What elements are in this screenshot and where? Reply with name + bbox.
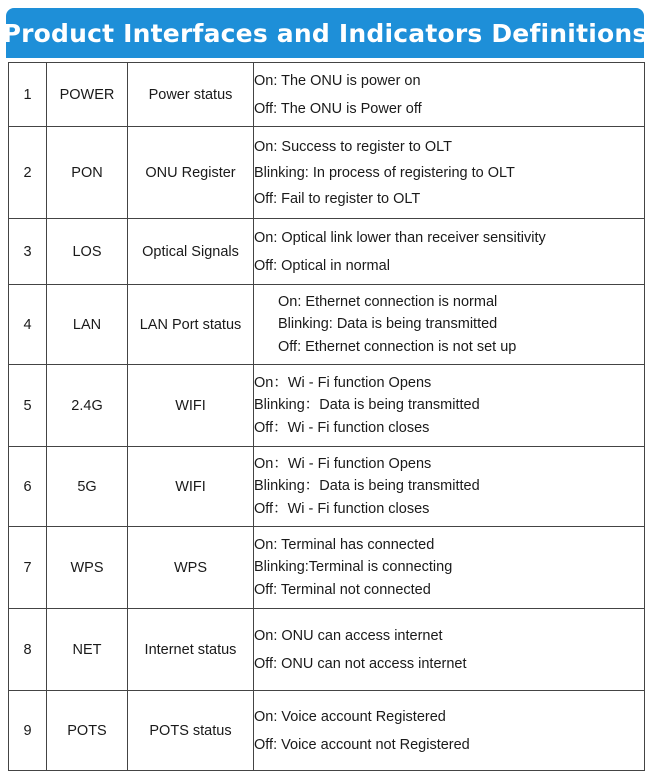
indicator-function: WIFI: [128, 365, 254, 447]
indicator-definitions-table: [8, 62, 645, 771]
indicator-function: LAN Port status: [128, 285, 254, 365]
state-line: On：Wi - Fi function Opens: [254, 455, 432, 472]
indicator-states: [254, 527, 645, 609]
indicator-name: POTS: [47, 691, 128, 771]
indicator-name: PON: [47, 127, 128, 219]
table-row: [9, 365, 645, 447]
state-line: On: Terminal has connected: [254, 536, 435, 553]
indicator-states: [254, 691, 645, 771]
state-line: On：Wi - Fi function Opens: [254, 374, 432, 391]
indicator-function: Optical Signals: [128, 219, 254, 285]
indicator-states: [254, 127, 645, 219]
state-line: On: Success to register to OLT: [254, 138, 452, 155]
table-row: [9, 285, 645, 365]
table-row: [9, 219, 645, 285]
page-title: Product Interfaces and Indicators Definitions: [2, 18, 648, 48]
state-line: On: ONU can access internet: [254, 627, 443, 644]
indicator-states: [254, 609, 645, 691]
state-line: Blinking: In process of registering to OLT: [254, 164, 515, 181]
table-row: [9, 63, 645, 127]
indicator-name: 2.4G: [47, 365, 128, 447]
state-line: Blinking：Data is being transmitted: [254, 397, 480, 414]
indicator-name: LAN: [47, 285, 128, 365]
indicator-name: NET: [47, 609, 128, 691]
state-line: Blinking:Terminal is connecting: [254, 559, 453, 576]
state-line: Off: Ethernet connection is not set up: [278, 338, 517, 355]
row-number: 3: [9, 219, 47, 285]
title-banner: [2, 8, 648, 58]
state-line: Off: ONU can not access internet: [254, 655, 467, 672]
state-line: Off: Terminal not connected: [254, 581, 431, 598]
state-line: Off：Wi - Fi function closes: [254, 500, 430, 517]
indicator-function: POTS status: [128, 691, 254, 771]
state-line: On: Ethernet connection is normal: [278, 293, 498, 310]
row-number: 7: [9, 527, 47, 609]
indicator-function: WPS: [128, 527, 254, 609]
state-line: Blinking：Data is being transmitted: [254, 478, 480, 495]
table-row: [9, 127, 645, 219]
indicator-states: [254, 365, 645, 447]
indicator-name: WPS: [47, 527, 128, 609]
state-line: On: Voice account Registered: [254, 708, 446, 725]
row-number: 1: [9, 63, 47, 127]
indicator-name: 5G: [47, 447, 128, 527]
row-number: 2: [9, 127, 47, 219]
indicator-function: WIFI: [128, 447, 254, 527]
state-line: Off: Voice account not Registered: [254, 736, 470, 753]
row-number: 4: [9, 285, 47, 365]
state-line: Blinking: Data is being transmitted: [278, 316, 498, 333]
state-line: Off：Wi - Fi function closes: [254, 419, 430, 436]
indicator-name: POWER: [47, 63, 128, 127]
table-row: [9, 609, 645, 691]
table-row: [9, 691, 645, 771]
indicator-function: Internet status: [128, 609, 254, 691]
indicator-states: [254, 285, 645, 365]
row-number: 8: [9, 609, 47, 691]
row-number: 9: [9, 691, 47, 771]
indicator-states: [254, 447, 645, 527]
row-number: 5: [9, 365, 47, 447]
state-line: On: The ONU is power on: [254, 72, 421, 89]
indicator-name: LOS: [47, 219, 128, 285]
state-line: Off: Fail to register to OLT: [254, 190, 421, 207]
indicator-states: [254, 219, 645, 285]
row-number: 6: [9, 447, 47, 527]
indicator-states: [254, 63, 645, 127]
table-row: [9, 527, 645, 609]
state-line: On: Optical link lower than receiver sensitivity: [254, 229, 546, 246]
state-line: Off: Optical in normal: [254, 257, 390, 274]
indicator-function: ONU Register: [128, 127, 254, 219]
indicator-function: Power status: [128, 63, 254, 127]
table-row: [9, 447, 645, 527]
state-line: Off: The ONU is Power off: [254, 100, 422, 117]
